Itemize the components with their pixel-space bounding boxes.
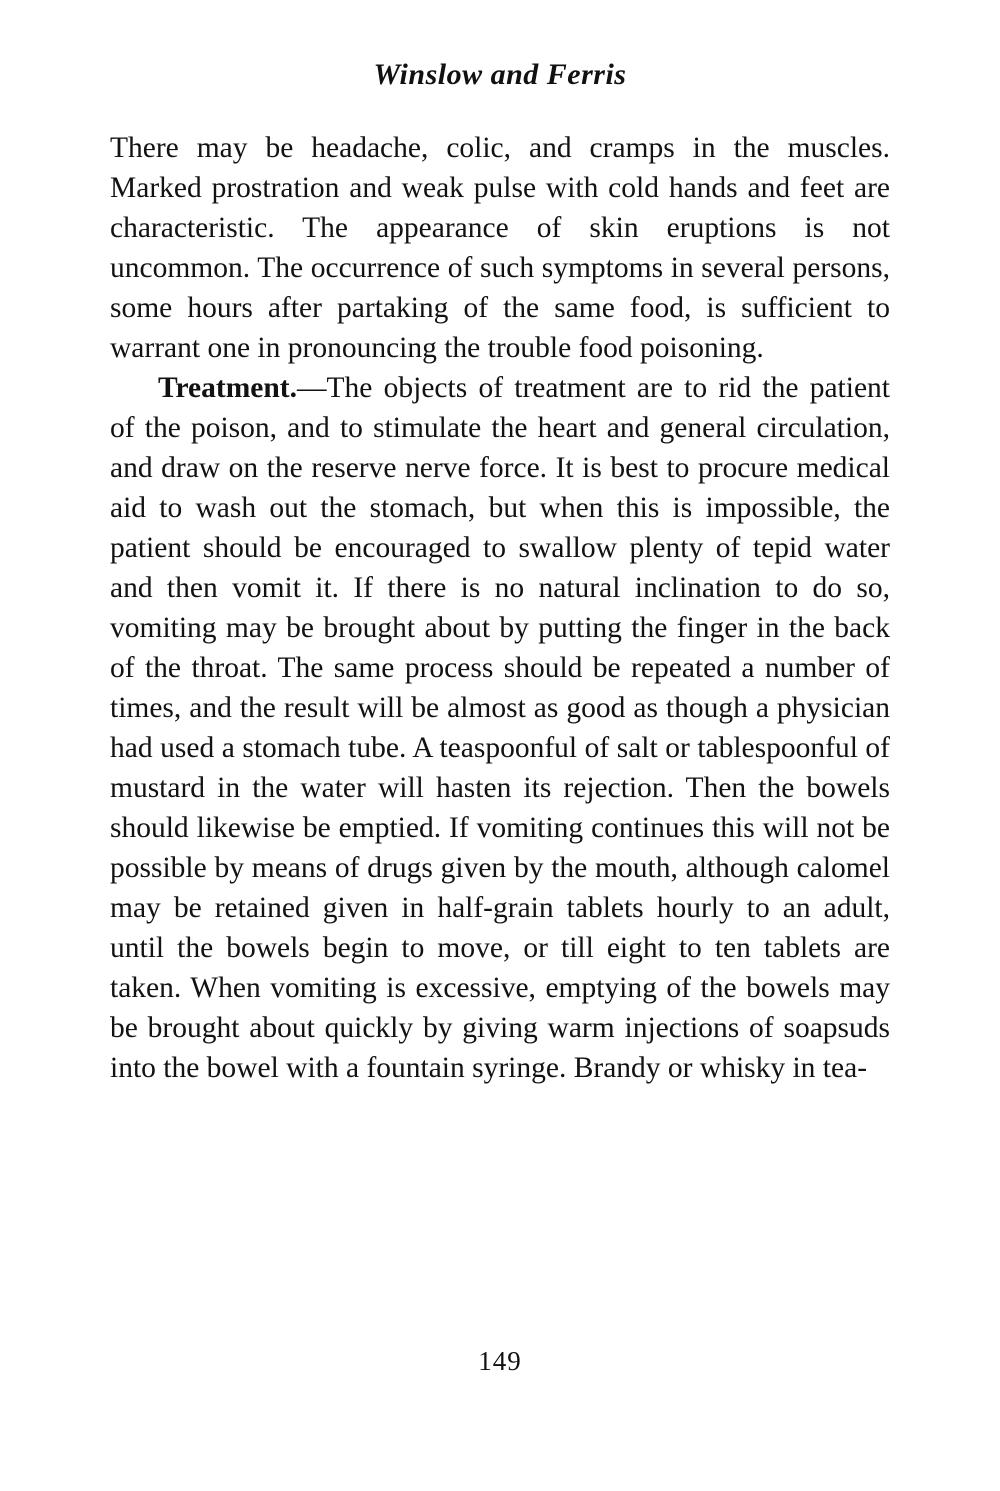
- paragraph-1-text: There may be headache, colic, and cramps in the muscles. Marked prostration and weak pulse with cold hands and feet are characteristic. The appearance of skin eruptions is not uncommon. The occurrence of such symptoms in several persons, some hours after partaking of the same food, is sufficient to warrant one in pronouncing the trouble food poisoning.: [110, 132, 890, 364]
- paragraph-2-text: —The objects of treatment are to rid the patient of the poison, and to stimulate the heart and general circulation, and draw on the reserve nerve force. It is best to procure medical aid to wash out the stomach, but when this is impossible, the patient should be encouraged to swallow plenty of tepid water and then vomit it. If there is no natural inclination to do so, vomiting may be brought about by putting the finger in the back of the throat. The same process should be repeated a number of times, and the result will be almost as good as though a physician had used a stomach tube. A teaspoonful of salt or tablespoonful of mustard in the water will hasten its rejection. Then the bowels should likewise be emptied. If vomiting continues this will not be possible by means of drugs given by the mouth, although calomel may be retained given in half-grain tablets hourly to an adult, until the bowels begin to move, or till eight to ten tablets are taken. When vomiting is excessive, emptying of the bowels may be brought about quickly by giving warm injections of soapsuds into the bowel with a fountain syringe. Brandy or whisky in tea-: [110, 372, 890, 1084]
- paragraph-2: [110, 368, 890, 1088]
- body-text: [110, 128, 890, 1088]
- running-head: Winslow and Ferris: [373, 58, 627, 91]
- treatment-run-in-heading: Treatment.: [158, 372, 297, 404]
- page-number: 149: [478, 1346, 522, 1376]
- paragraph-1: [110, 128, 890, 368]
- book-page: [0, 58, 1000, 1491]
